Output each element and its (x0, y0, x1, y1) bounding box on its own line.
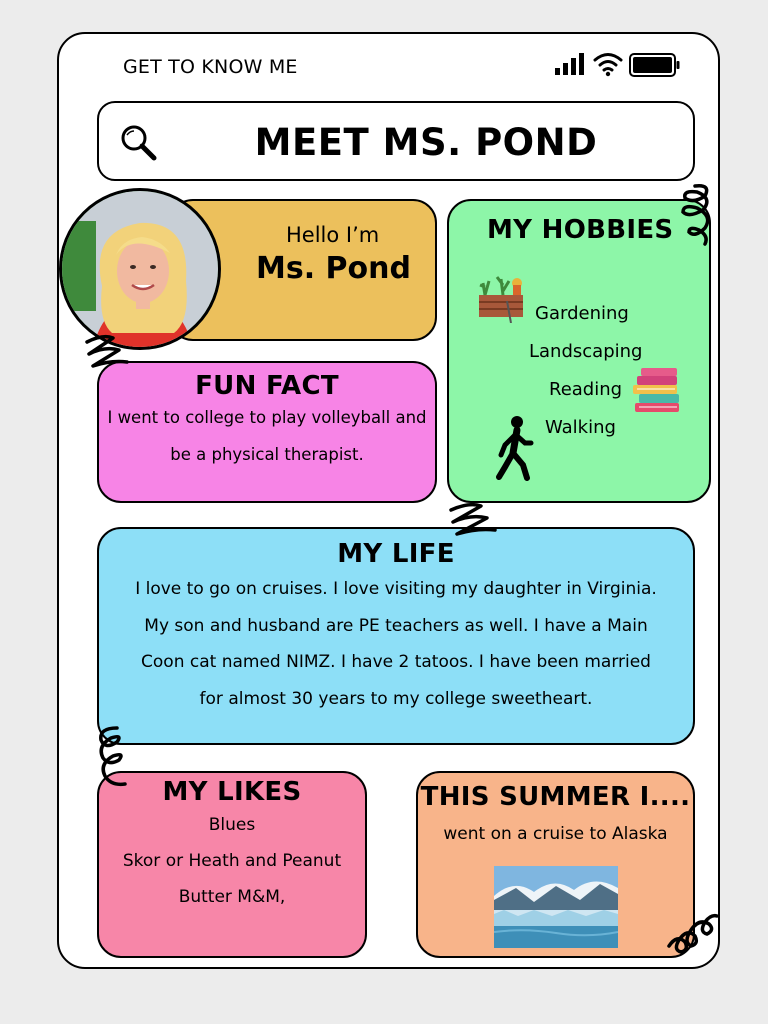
my-life-line: Coon cat named NIMZ. I have 2 tatoos. I have been married (141, 652, 651, 672)
fun-fact-line: I went to college to play volleyball and (107, 408, 427, 427)
status-bar-title: GET TO KNOW ME (123, 56, 298, 78)
squiggle-decoration (663, 906, 719, 962)
glacier-photo (494, 866, 618, 948)
squiggle-decoration (675, 182, 715, 248)
intro-greeting: Hello I’m (286, 223, 380, 247)
likes-line: Skor or Heath and Peanut (122, 851, 342, 871)
hobby-item: Gardening (535, 303, 629, 324)
hobby-item: Landscaping (529, 341, 643, 362)
page-title: MEET MS. POND (254, 121, 598, 164)
summer-text: went on a cruise to Alaska (443, 824, 668, 844)
squiggle-decoration (447, 500, 499, 540)
my-life-line: My son and husband are PE teachers as well. I have a Main (144, 615, 648, 636)
likes-line: Blues (208, 815, 256, 835)
my-life-card (97, 527, 695, 745)
signal-icon (555, 53, 585, 75)
hobby-item: Walking (545, 417, 616, 438)
my-life-line: for almost 30 years to my college sweetheart. (199, 688, 593, 709)
wifi-icon (593, 51, 623, 77)
portrait-illustration (62, 191, 221, 350)
fun-fact-heading: FUN FACT (195, 371, 339, 401)
phone-frame (57, 32, 720, 969)
hobby-item: Reading (549, 379, 623, 400)
search-bar[interactable] (97, 101, 695, 181)
fun-fact-line: be a physical therapist. (170, 445, 364, 464)
likes-card (97, 771, 367, 958)
likes-line: Butter M&M, (178, 887, 286, 907)
likes-heading: MY LIKES (162, 777, 302, 807)
battery-icon (629, 53, 681, 77)
intro-name: Ms. Pond (256, 251, 411, 286)
avatar (59, 188, 221, 350)
squiggle-decoration (83, 332, 131, 372)
summer-card (416, 771, 695, 958)
garden-planter-icon (477, 271, 527, 323)
my-life-heading: MY LIFE (337, 539, 455, 569)
summer-heading: THIS SUMMER I.... (420, 782, 691, 812)
hobbies-card (447, 199, 711, 503)
squiggle-decoration (91, 724, 131, 790)
hobbies-heading: MY HOBBIES (487, 215, 674, 245)
walking-person-icon (495, 415, 537, 481)
my-life-line: I love to go on cruises. I love visiting my daughter in Virginia. (135, 579, 657, 599)
fun-fact-card (97, 361, 437, 503)
book-stack-icon (631, 367, 683, 415)
